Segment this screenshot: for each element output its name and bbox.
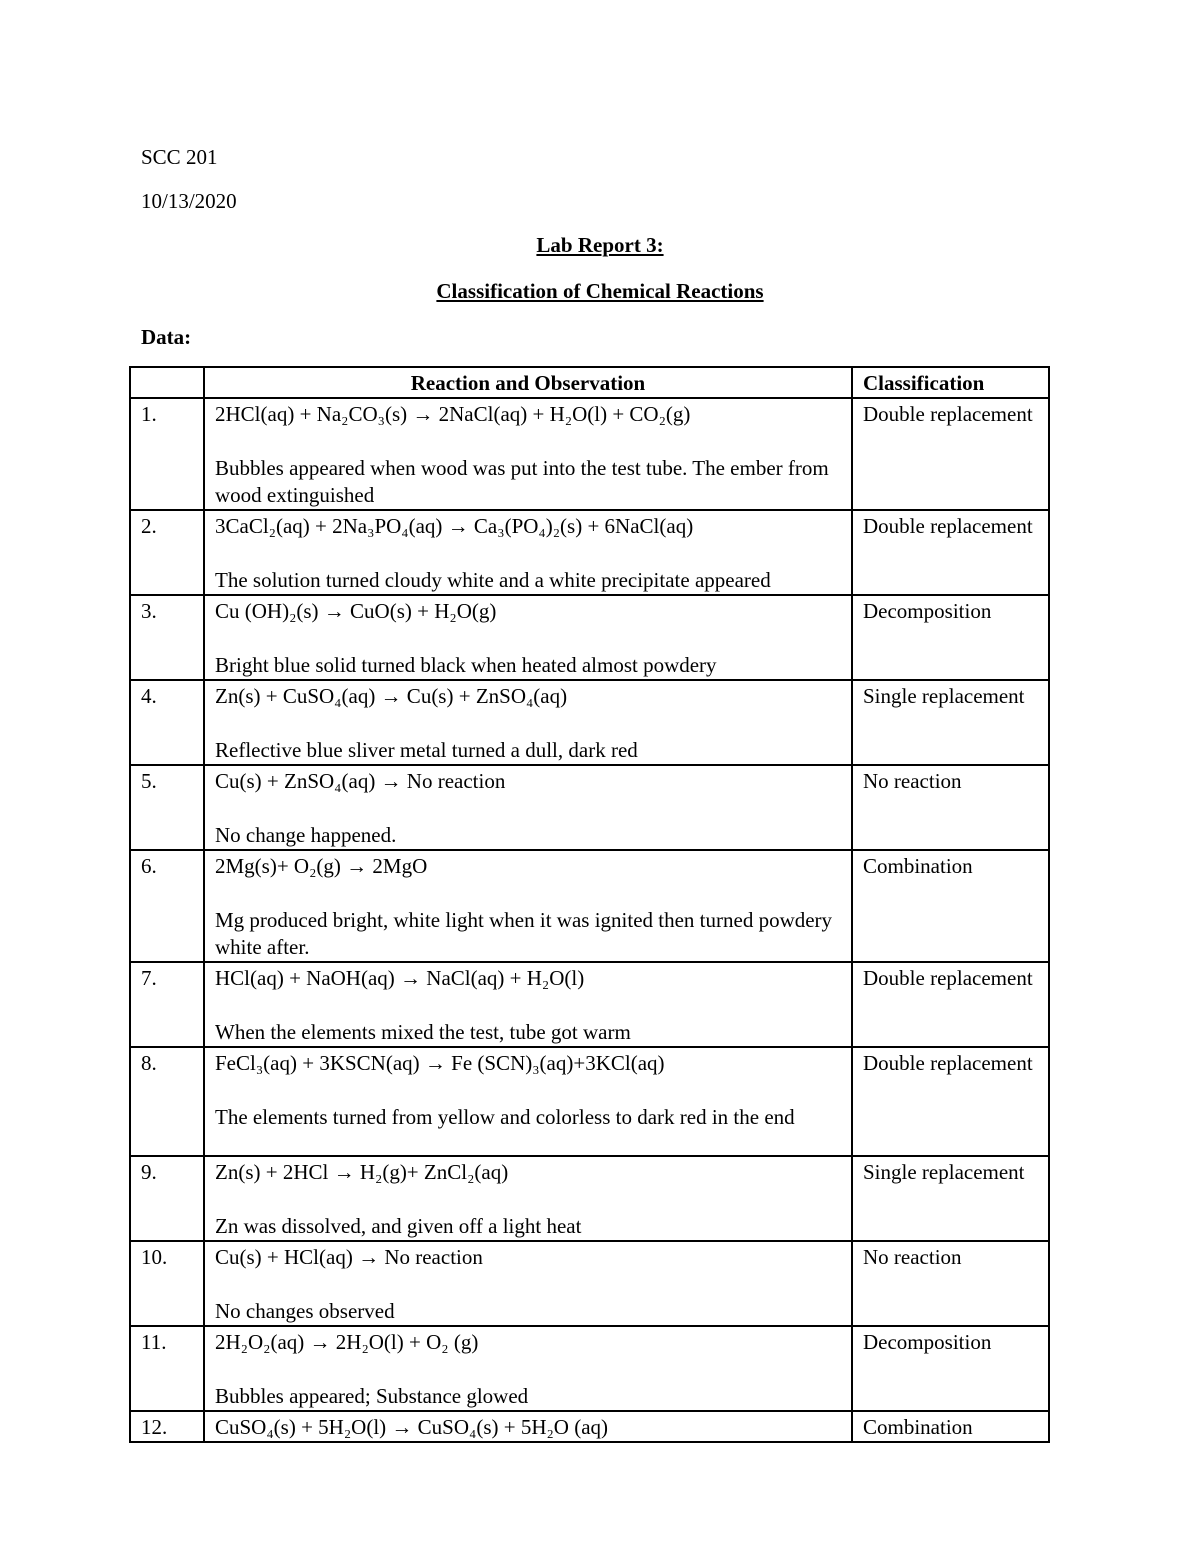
table-row (130, 1411, 1049, 1442)
table-row (130, 398, 1049, 510)
row-number: 9. (130, 1156, 204, 1241)
reaction-cell (204, 680, 852, 765)
table-row (130, 510, 1049, 595)
report-subtitle: Classification of Chemical Reactions (436, 279, 764, 303)
row-number: 11. (130, 1326, 204, 1411)
classification-cell: Double replacement (852, 962, 1049, 1047)
classification-cell: Combination (852, 850, 1049, 962)
header-classification: Classification (852, 367, 1049, 398)
reaction-cell (204, 1241, 852, 1326)
data-label: Data: (141, 325, 192, 349)
reactions-table (129, 366, 1050, 1443)
row-number: 10. (130, 1241, 204, 1326)
row-number: 7. (130, 962, 204, 1047)
observation-text: Bubbles appeared when wood was put into the test tube. The ember from wood extinguished (215, 456, 829, 507)
table-row (130, 680, 1049, 765)
reaction-equation: CuSO₄(s) + 5H₂O(l) → CuSO₄(s) + 5H₂O (aq) (215, 1415, 609, 1439)
reaction-cell (204, 595, 852, 680)
observation-text: Bubbles appeared; Substance glowed (215, 1384, 529, 1408)
header-number (130, 367, 204, 398)
row-number: 5. (130, 765, 204, 850)
row-number: 1. (130, 398, 204, 510)
table-row (130, 765, 1049, 850)
observation-text: No changes observed (215, 1299, 395, 1323)
table-header-row (130, 367, 1049, 398)
classification-cell: Double replacement (852, 398, 1049, 510)
reaction-cell (204, 1156, 852, 1241)
row-number: 2. (130, 510, 204, 595)
reaction-equation: Cu(s) + HCl(aq) → No reaction (215, 1245, 483, 1269)
report-date: 10/13/2020 (141, 189, 237, 213)
classification-cell: No reaction (852, 765, 1049, 850)
observation-text: The elements turned from yellow and colorless to dark red in the end (215, 1105, 795, 1129)
classification-cell: Decomposition (852, 1326, 1049, 1411)
reaction-equation: Cu (OH)₂(s) → CuO(s) + H₂O(g) (215, 599, 497, 623)
classification-cell: Single replacement (852, 1156, 1049, 1241)
observation-text: Zn was dissolved, and given off a light heat (215, 1214, 582, 1238)
observation-text: Bright blue solid turned black when heated almost powdery (215, 653, 717, 677)
row-number: 8. (130, 1047, 204, 1156)
observation-text: Reflective blue sliver metal turned a dull, dark red (215, 738, 638, 762)
observation-text: Mg produced bright, white light when it was ignited then turned powdery white after. (215, 908, 833, 959)
reaction-cell (204, 1326, 852, 1411)
table-row (130, 962, 1049, 1047)
classification-cell: Combination (852, 1411, 1049, 1442)
reaction-equation: 3CaCl₂(aq) + 2Na₃PO₄(aq) → Ca₃(PO₄)₂(s) + 6NaCl(aq) (215, 514, 694, 538)
classification-cell: Decomposition (852, 595, 1049, 680)
reaction-equation: Zn(s) + 2HCl → H₂(g)+ ZnCl₂(aq) (215, 1160, 509, 1184)
reaction-cell (204, 398, 852, 510)
table-row (130, 850, 1049, 962)
table-row (130, 1241, 1049, 1326)
reaction-cell (204, 765, 852, 850)
reaction-cell (204, 1411, 852, 1442)
row-number: 6. (130, 850, 204, 962)
reaction-cell (204, 850, 852, 962)
classification-cell: Double replacement (852, 510, 1049, 595)
table-row (130, 595, 1049, 680)
header-reaction: Reaction and Observation (204, 367, 852, 398)
reaction-cell (204, 1047, 852, 1156)
reaction-equation: HCl(aq) + NaOH(aq) → NaCl(aq) + H₂O(l) (215, 966, 585, 990)
observation-text: When the elements mixed the test, tube got warm (215, 1020, 631, 1044)
course-code: SCC 201 (141, 145, 218, 169)
table-row (130, 1326, 1049, 1411)
reaction-equation: 2H₂O₂(aq) → 2H₂O(l) + O₂ (g) (215, 1330, 479, 1354)
reaction-equation: FeCl₃(aq) + 3KSCN(aq) → Fe (SCN)₃(aq)+3KCl(aq) (215, 1051, 665, 1075)
reaction-equation: 2HCl(aq) + Na₂CO₃(s) → 2NaCl(aq) + H₂O(l) + CO₂(g) (215, 402, 691, 426)
table-row (130, 1156, 1049, 1241)
row-number: 4. (130, 680, 204, 765)
observation-text: No change happened. (215, 823, 397, 847)
reaction-cell (204, 962, 852, 1047)
report-title: Lab Report 3: (536, 233, 664, 257)
reaction-equation: 2Mg(s)+ O₂(g) → 2MgO (215, 854, 428, 878)
observation-text: The solution turned cloudy white and a white precipitate appeared (215, 568, 771, 592)
row-number: 3. (130, 595, 204, 680)
classification-cell: Double replacement (852, 1047, 1049, 1156)
table-row (130, 1047, 1049, 1156)
classification-cell: Single replacement (852, 680, 1049, 765)
reaction-equation: Cu(s) + ZnSO₄(aq) → No reaction (215, 769, 506, 793)
row-number: 12. (130, 1411, 204, 1442)
reaction-cell (204, 510, 852, 595)
classification-cell: No reaction (852, 1241, 1049, 1326)
reaction-equation: Zn(s) + CuSO₄(aq) → Cu(s) + ZnSO₄(aq) (215, 684, 568, 708)
